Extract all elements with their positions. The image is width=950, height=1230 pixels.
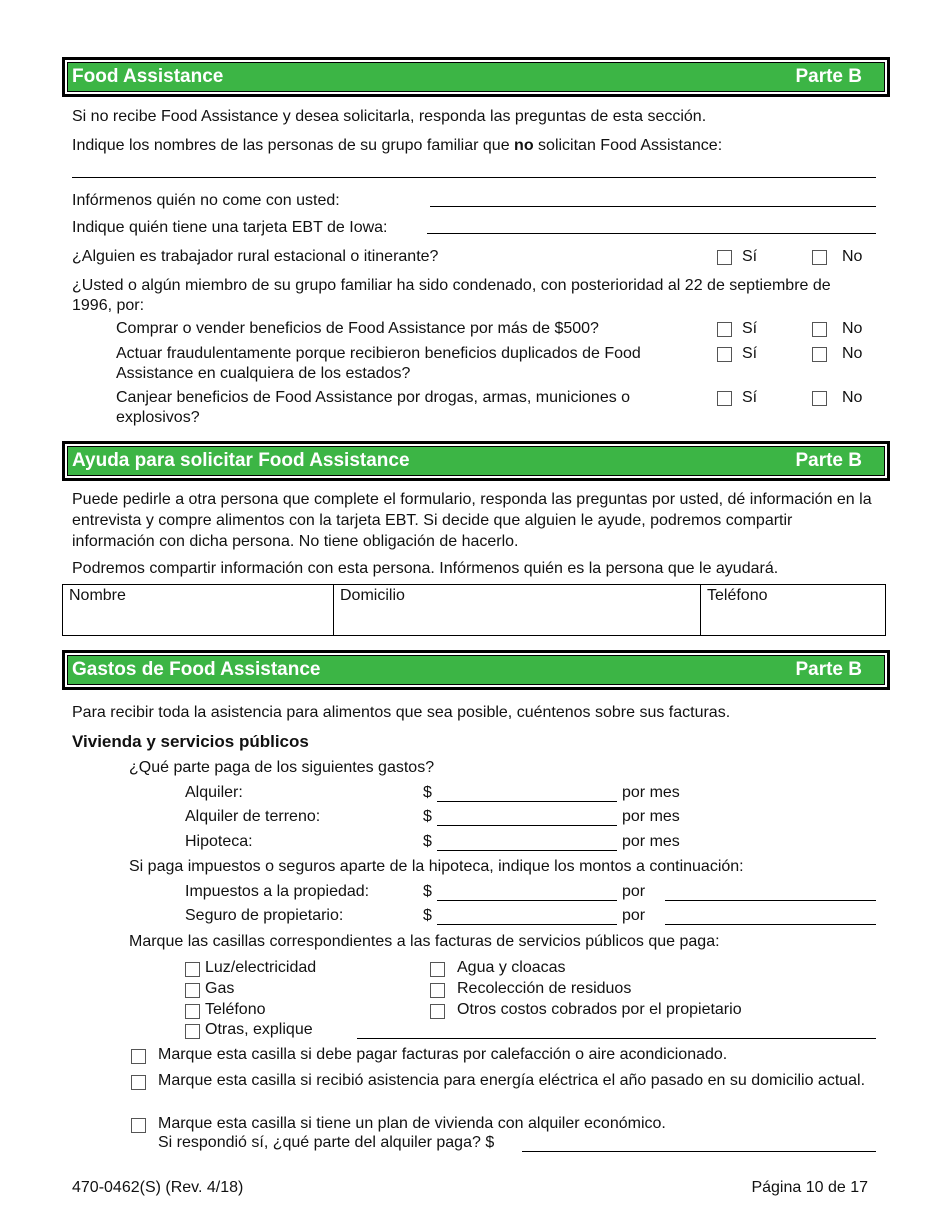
sub2-no-checkbox[interactable] bbox=[812, 347, 827, 362]
dollar-sign: $ bbox=[423, 808, 432, 825]
rural-no-checkbox[interactable] bbox=[812, 250, 827, 265]
housing-plan-checkbox[interactable] bbox=[131, 1118, 146, 1133]
sub-question-2: Actuar fraudulentamente porque recibieron beneficios duplicados de Food Assistance en cualquiera de los estados? bbox=[116, 345, 641, 382]
housing-heading: Vivienda y servicios públicos bbox=[72, 732, 309, 751]
names-input-line[interactable] bbox=[72, 177, 876, 178]
gas-checkbox[interactable] bbox=[185, 983, 200, 998]
expenses-question: ¿Qué parte paga de los siguientes gastos? bbox=[129, 759, 435, 776]
section-header-help bbox=[62, 441, 890, 481]
convicted-question: ¿Usted o algún miembro de su grupo familiar ha sido condenado, con posterioridad al 22 de septiembre de 1996, por: bbox=[72, 277, 831, 314]
share-text: Podremos compartir información con esta persona. Infórmenos quién es la persona que le ayudará. bbox=[72, 560, 779, 577]
per-month-label: por mes bbox=[622, 784, 680, 801]
water-checkbox[interactable] bbox=[430, 962, 445, 977]
property-tax-period-line[interactable] bbox=[665, 900, 876, 901]
address-cell[interactable] bbox=[334, 585, 701, 636]
sub3-yes-checkbox[interactable] bbox=[717, 391, 732, 406]
per-label: por bbox=[622, 883, 646, 900]
section-title: Food Assistance bbox=[72, 66, 224, 87]
lot-rent-label: Alquiler de terreno: bbox=[185, 808, 321, 825]
no-label: No bbox=[842, 320, 863, 337]
ebt-input-line[interactable] bbox=[427, 233, 876, 234]
sub-question-3: Canjear beneficios de Food Assistance por drogas, armas, municiones o explosivos? bbox=[116, 389, 631, 426]
phone-column-label: Teléfono bbox=[707, 587, 768, 604]
housing-rent-input-line[interactable] bbox=[522, 1151, 876, 1152]
sub2-yes-checkbox[interactable] bbox=[717, 347, 732, 362]
electricity-checkbox[interactable] bbox=[185, 962, 200, 977]
section-title: Gastos de Food Assistance bbox=[72, 659, 321, 680]
property-tax-input-line[interactable] bbox=[437, 900, 617, 901]
other-label: Otras, explique bbox=[205, 1021, 313, 1038]
ebt-label: Indique quién tiene una tarjeta EBT de Iowa: bbox=[72, 219, 388, 236]
name-cell[interactable] bbox=[63, 585, 334, 636]
housing-rent-question: Si respondió sí, ¿qué parte del alquiler paga? $ bbox=[158, 1134, 495, 1151]
no-label: No bbox=[842, 345, 863, 362]
phone-label: Teléfono bbox=[205, 1001, 266, 1018]
intro-text: Si no recibe Food Assistance y desea solicitarla, responda las preguntas de esta sección. bbox=[72, 108, 707, 125]
yes-label: Sí bbox=[742, 248, 758, 265]
mortgage-label: Hipoteca: bbox=[185, 833, 253, 850]
section-header-expenses bbox=[62, 650, 890, 690]
rent-input-line[interactable] bbox=[437, 801, 617, 802]
sub-question-1: Comprar o vender beneficios de Food Assistance por más de $500? bbox=[116, 320, 599, 337]
garbage-label: Recolección de residuos bbox=[457, 980, 632, 997]
insurance-label: Seguro de propietario: bbox=[185, 907, 344, 924]
section-part: Parte B bbox=[795, 66, 862, 87]
section-part: Parte B bbox=[795, 659, 862, 680]
names-instruction: Indique los nombres de las personas de su grupo familiar que no solicitan Food Assistance: bbox=[72, 137, 723, 154]
insurance-input-line[interactable] bbox=[437, 924, 617, 925]
garbage-checkbox[interactable] bbox=[430, 983, 445, 998]
expenses-intro: Para recibir toda la asistencia para alimentos que sea posible, cuéntenos sobre sus facturas. bbox=[72, 704, 731, 721]
dollar-sign: $ bbox=[423, 784, 432, 801]
heating-label: Marque esta casilla si debe pagar facturas por calefacción o aire acondicionado. bbox=[158, 1046, 728, 1063]
sub1-yes-checkbox[interactable] bbox=[717, 322, 732, 337]
yes-label: Sí bbox=[742, 389, 758, 406]
electricity-label: Luz/electricidad bbox=[205, 959, 317, 976]
name-column-label: Nombre bbox=[69, 587, 126, 604]
per-label: por bbox=[622, 907, 646, 924]
energy-checkbox[interactable] bbox=[131, 1075, 146, 1090]
landlord-costs-checkbox[interactable] bbox=[430, 1004, 445, 1019]
utilities-note: Marque las casillas correspondientes a las facturas de servicios públicos que paga: bbox=[129, 933, 720, 950]
dollar-sign: $ bbox=[423, 883, 432, 900]
form-number: 470-0462(S) (Rev. 4/18) bbox=[72, 1179, 244, 1196]
section-part: Parte B bbox=[795, 450, 862, 471]
property-tax-label: Impuestos a la propiedad: bbox=[185, 883, 370, 900]
not-eat-label: Infórmenos quién no come con usted: bbox=[72, 192, 340, 209]
heating-checkbox[interactable] bbox=[131, 1049, 146, 1064]
energy-label: Marque esta casilla si recibió asistencia para energía eléctrica el año pasado en su domicilio actual. bbox=[158, 1072, 866, 1089]
rural-label: ¿Alguien es trabajador rural estacional o itinerante? bbox=[72, 248, 439, 265]
phone-cell[interactable] bbox=[701, 585, 886, 636]
dollar-sign: $ bbox=[423, 907, 432, 924]
other-checkbox[interactable] bbox=[185, 1024, 200, 1039]
water-label: Agua y cloacas bbox=[457, 959, 566, 976]
yes-label: Sí bbox=[742, 345, 758, 362]
insurance-period-line[interactable] bbox=[665, 924, 876, 925]
help-paragraph: Puede pedirle a otra persona que complete el formulario, responda las preguntas por usted, dé información en la entrevista y compre alimentos con la tarjeta EBT. Si decide que alguien le ayude, podremos compartir información con dicha persona. No tiene obligación de hacerlo. bbox=[72, 491, 872, 550]
rent-label: Alquiler: bbox=[185, 784, 243, 801]
sub1-no-checkbox[interactable] bbox=[812, 322, 827, 337]
rural-yes-checkbox[interactable] bbox=[717, 250, 732, 265]
no-label: No bbox=[842, 248, 863, 265]
other-explain-line[interactable] bbox=[357, 1038, 876, 1039]
landlord-costs-label: Otros costos cobrados por el propietario bbox=[457, 1001, 742, 1018]
dollar-sign: $ bbox=[423, 833, 432, 850]
tax-note: Si paga impuestos o seguros aparte de la hipoteca, indique los montos a continuación: bbox=[129, 858, 744, 875]
section-title: Ayuda para solicitar Food Assistance bbox=[72, 450, 410, 471]
mortgage-input-line[interactable] bbox=[437, 850, 617, 851]
page-number: Página 10 de 17 bbox=[751, 1179, 868, 1196]
gas-label: Gas bbox=[205, 980, 235, 997]
per-month-label: por mes bbox=[622, 808, 680, 825]
phone-checkbox[interactable] bbox=[185, 1004, 200, 1019]
housing-plan-label: Marque esta casilla si tiene un plan de vivienda con alquiler económico. bbox=[158, 1115, 666, 1132]
section-header-food-assistance bbox=[62, 57, 890, 97]
sub3-no-checkbox[interactable] bbox=[812, 391, 827, 406]
helper-table bbox=[62, 584, 886, 636]
yes-label: Sí bbox=[742, 320, 758, 337]
lot-rent-input-line[interactable] bbox=[437, 825, 617, 826]
address-column-label: Domicilio bbox=[340, 587, 405, 604]
no-label: No bbox=[842, 389, 863, 406]
per-month-label: por mes bbox=[622, 833, 680, 850]
not-eat-input-line[interactable] bbox=[430, 206, 876, 207]
